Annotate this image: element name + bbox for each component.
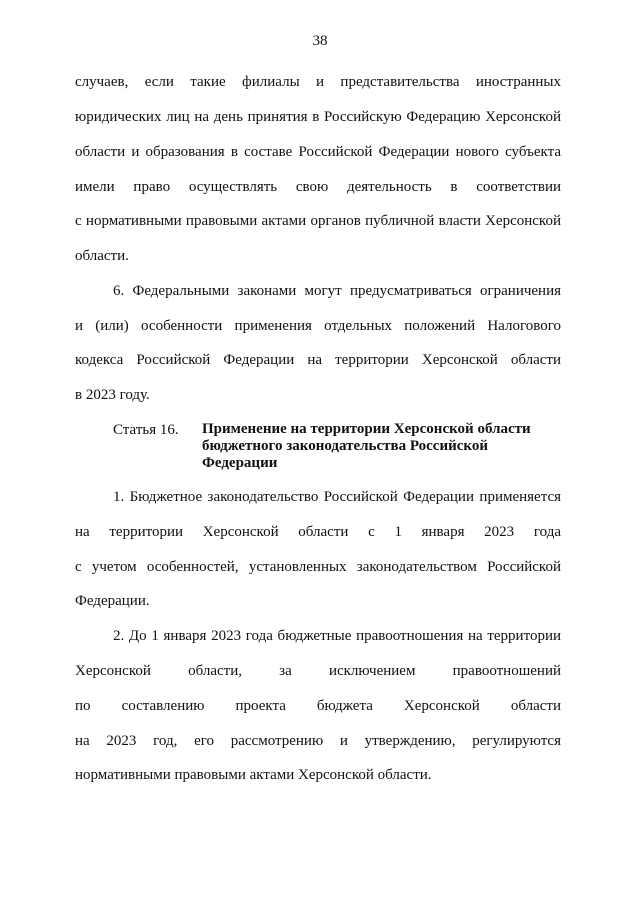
body-text-line: Херсонской области, за исключением правоотношений <box>75 663 561 679</box>
body-text-line: кодекса Российской Федерации на территории Херсонской области <box>75 352 561 368</box>
body-text-line: и (или) особенности применения отдельных положений Налогового <box>75 318 561 334</box>
body-text-line: нормативными правовыми актами Херсонской области. <box>75 767 432 783</box>
page-number: 38 <box>312 33 328 49</box>
body-text-line: на 2023 год, его рассмотрению и утверждению, регулируются <box>75 733 561 749</box>
body-text-line: 6. Федеральными законами могут предусматриваться ограничения <box>113 283 561 299</box>
body-text-line: в 2023 году. <box>75 387 150 403</box>
body-text-line: Федерации. <box>75 593 150 609</box>
body-text-line: случаев, если такие филиалы и представительства иностранных <box>75 74 561 90</box>
body-text-line: имели право осуществлять свою деятельность в соответствии <box>75 179 561 195</box>
body-text-line: области. <box>75 248 129 264</box>
article-title-line: Применение на территории Херсонской области <box>202 421 531 437</box>
body-text-line: на территории Херсонской области с 1 января 2023 года <box>75 524 561 540</box>
body-text-line: 1. Бюджетное законодательство Российской Федерации применяется <box>113 489 561 505</box>
article-title <box>202 421 562 472</box>
body-text-line: юридических лиц на день принятия в Российскую Федерацию Херсонской <box>75 109 561 125</box>
body-text-line: 2. До 1 января 2023 года бюджетные правоотношения на территории <box>113 628 561 644</box>
body-text-line: с учетом особенностей, установленных законодательством Российской <box>75 559 561 575</box>
article-title-line: бюджетного законодательства Российской <box>202 438 488 454</box>
body-text-line: с нормативными правовыми актами органов публичной власти Херсонской <box>75 213 561 229</box>
article-label: Статья 16. <box>113 422 179 438</box>
article-title-line: Федерации <box>202 455 278 471</box>
body-text-line: по составлению проекта бюджета Херсонской области <box>75 698 561 714</box>
body-text-line: области и образования в составе Российской Федерации нового субъекта <box>75 144 561 160</box>
